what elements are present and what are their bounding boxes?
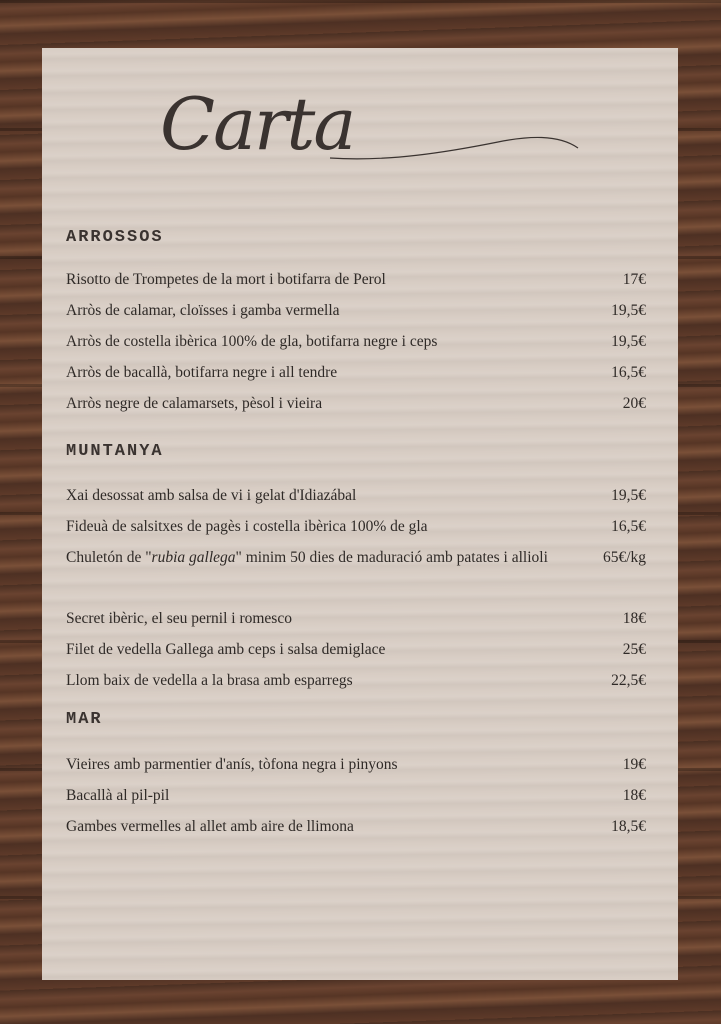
- item-name-part: Chuletón de ": [66, 549, 152, 566]
- item-name-part: " minim 50 dies de maduració amb patates i allioli: [235, 549, 548, 566]
- item-name-emphasis: rubia gallega: [151, 549, 236, 566]
- menu-item: [66, 542, 646, 573]
- item-price: 19€: [622, 756, 646, 773]
- item-name: Filet de vedella Gallega amb ceps i salsa demiglace: [66, 641, 386, 658]
- item-name: Arròs de bacallà, botifarra negre i all tendre: [66, 364, 338, 381]
- menu-item: [66, 511, 646, 542]
- item-price: 25€: [622, 641, 646, 658]
- item-name: Fideuà de salsitxes de pagès i costella ibèrica 100% de gla: [66, 518, 428, 535]
- menu-title: Carta: [160, 82, 355, 166]
- item-name: Arròs negre de calamarsets, pèsol i vieira: [66, 395, 323, 412]
- item-name: Arròs de costella ibèrica 100% de gla, botifarra negre i ceps: [66, 333, 438, 350]
- menu-item: [66, 357, 646, 388]
- menu-item: [66, 780, 646, 811]
- item-price: 65€/kg: [602, 549, 646, 566]
- menu-item: [66, 634, 646, 665]
- item-price: 19,5€: [611, 333, 646, 350]
- item-name: Arròs de calamar, cloïsses i gamba vermella: [66, 302, 340, 319]
- item-price: 18€: [622, 610, 646, 627]
- item-price: 18€: [622, 787, 646, 804]
- item-price: 19,5€: [611, 302, 646, 319]
- item-name: Risotto de Trompetes de la mort i botifarra de Perol: [66, 271, 386, 288]
- menu-item: [66, 326, 646, 357]
- section-heading-muntanya: MUNTANYA: [66, 442, 164, 461]
- item-name: Xai desossat amb salsa de vi i gelat d'Idiazábal: [66, 487, 357, 504]
- section-heading-arrossos: ARROSSOS: [66, 228, 164, 247]
- item-price: 18,5€: [611, 818, 646, 835]
- item-price: 19,5€: [611, 487, 646, 504]
- menu-item: [66, 811, 646, 842]
- menu-card: [42, 48, 678, 980]
- section-heading-mar: MAR: [66, 710, 103, 729]
- menu-item: [66, 388, 646, 419]
- menu-item: [66, 749, 646, 780]
- item-name: [66, 542, 571, 573]
- item-name: Gambes vermelles al allet amb aire de llimona: [66, 818, 354, 835]
- menu-item: [66, 603, 646, 634]
- item-price: 22,5€: [611, 672, 646, 689]
- title-flourish: [328, 128, 588, 168]
- item-name: Secret ibèric, el seu pernil i romesco: [66, 610, 292, 627]
- menu-item: [66, 264, 646, 295]
- item-price: 16,5€: [611, 364, 646, 381]
- item-name: Llom baix de vedella a la brasa amb esparregs: [66, 672, 353, 689]
- menu-item: [66, 665, 646, 696]
- item-price: 20€: [622, 395, 646, 412]
- item-price: 17€: [622, 271, 646, 288]
- item-name: Vieires amb parmentier d'anís, tòfona negra i pinyons: [66, 756, 398, 773]
- item-price: 16,5€: [611, 518, 646, 535]
- item-name: Bacallà al pil-pil: [66, 787, 170, 804]
- menu-item: [66, 480, 646, 511]
- menu-item: [66, 295, 646, 326]
